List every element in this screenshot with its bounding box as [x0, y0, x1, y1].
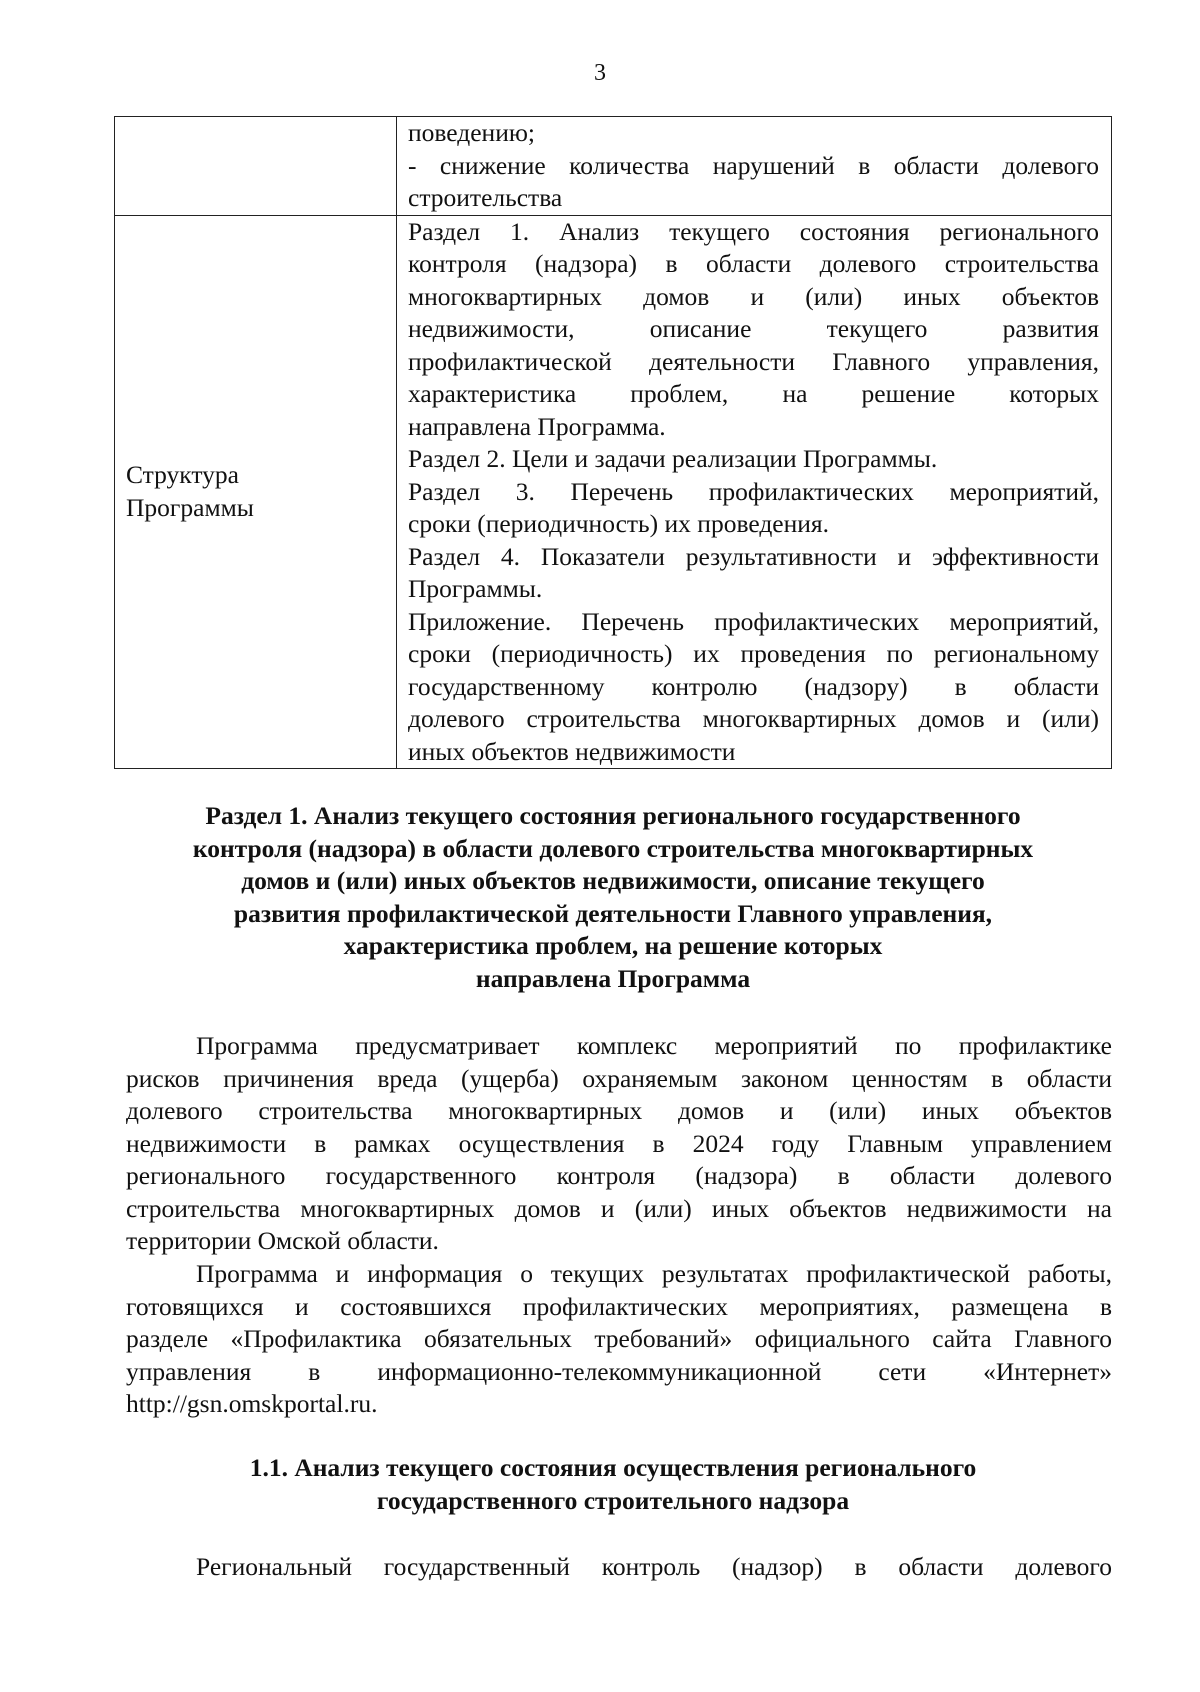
text-line: государственному контролю (надзору) в области [408, 671, 1099, 701]
text-line: поведению; [408, 118, 535, 147]
heading-line: 1.1. Анализ текущего состояния осуществления регионального [249, 1453, 977, 1482]
text-line: территории Омской области. [126, 1226, 439, 1255]
text-line: разделе «Профилактика обязательных требований» официального сайта Главного [126, 1324, 1112, 1353]
section-1-paragraph-2 [126, 1258, 1112, 1421]
subsection-1-1-heading [114, 1452, 1112, 1517]
heading-line: домов и (или) иных объектов недвижимости, описание текущего [241, 866, 985, 895]
text-line: Приложение. Перечень профилактических мероприятий, [408, 606, 1099, 636]
text-line: профилактической деятельности Главного управления, [408, 346, 1099, 376]
heading-line: контроля (надзора) в области долевого строительства многоквартирных [192, 833, 1034, 863]
text-line: Раздел 3. Перечень профилактических мероприятий, [408, 476, 1099, 506]
text-line: готовящихся и состоявшихся профилактических мероприятиях, размещена в [126, 1291, 1112, 1321]
section-1-heading [114, 800, 1112, 995]
text-line: долевого строительства многоквартирных домов и (или) иных объектов [126, 1096, 1112, 1125]
text-line: Программы. [408, 574, 543, 603]
text-line: регионального государственного контроля (надзора) в области долевого [126, 1161, 1112, 1190]
row2-content-cell [397, 215, 1112, 769]
program-passport-table [114, 116, 1112, 769]
text-line: направлена Программа. [408, 411, 666, 441]
text-line: многоквартирных домов и (или) иных объектов [408, 281, 1099, 311]
table-row [115, 117, 1112, 216]
heading-line: Раздел 1. Анализ текущего состояния регионального государственного [205, 801, 1021, 830]
row2-label-cell [115, 215, 397, 769]
text-line: характеристика проблем, на решение которых [408, 379, 1099, 408]
text-line: строительства многоквартирных домов и (или) иных объектов недвижимости на [126, 1193, 1112, 1223]
table-row [115, 215, 1112, 769]
text-line: Программа и информация о текущих результатах профилактической работы, [196, 1259, 1112, 1288]
text-line: контроля (надзора) в области долевого строительства [408, 249, 1099, 278]
row-label-line: Структура [126, 460, 239, 490]
heading-line: направлена Программа [475, 963, 751, 993]
text-line: Программа предусматривает комплекс мероприятий по профилактике [196, 1031, 1112, 1060]
text-line: управления в информационно-телекоммуникационной сети «Интернет» [126, 1356, 1112, 1386]
text-line: долевого строительства многоквартирных домов и (или) [408, 704, 1099, 733]
row-label-line: Программы [126, 492, 254, 522]
text-line: - снижение количества нарушений в области долевого [408, 150, 1099, 180]
text-line: Раздел 4. Показатели результативности и эффективности [408, 541, 1099, 571]
page-number: 3 [594, 60, 606, 86]
text-line: недвижимости в рамках осуществления в 2024 году Главным управлением [126, 1128, 1112, 1158]
heading-line: развития профилактической деятельности Главного управления, [233, 898, 993, 928]
text-line: рисков причинения вреда (ущерба) охраняемым законом ценностям в области [126, 1063, 1112, 1093]
text-line: http://gsn.omskportal.ru. [126, 1389, 378, 1418]
text-line: сроки (периодичность) их проведения. [408, 509, 830, 538]
text-line: иных объектов недвижимости [408, 736, 736, 766]
text-line: Раздел 1. Анализ текущего состояния регионального [408, 216, 1099, 246]
text-line: Региональный государственный контроль (надзор) в области долевого [196, 1552, 1112, 1581]
row1-content-cell [397, 117, 1112, 216]
text-line: строительства [408, 183, 563, 212]
heading-line: характеристика проблем, на решение которых [343, 931, 883, 960]
heading-line: государственного строительного надзора [376, 1485, 850, 1515]
subsection-1-1-paragraph [126, 1551, 1112, 1584]
row1-label-cell [115, 117, 397, 216]
section-1-paragraph-1 [126, 1030, 1112, 1258]
text-line: сроки (периодичность) их проведения по региональному [408, 639, 1099, 668]
text-line: Раздел 2. Цели и задачи реализации Программы. [408, 444, 938, 473]
text-line: недвижимости, описание текущего развития [408, 314, 1099, 343]
